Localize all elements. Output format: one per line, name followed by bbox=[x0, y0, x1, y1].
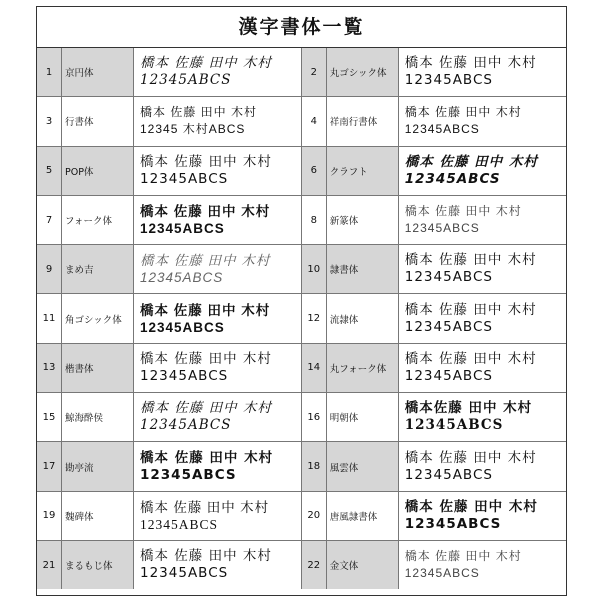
font-sample bbox=[134, 294, 302, 343]
sample-names-line: 橋本 佐藤 田中 木村 bbox=[404, 301, 537, 318]
sample-alnum-line: 12345ABCS bbox=[404, 367, 493, 384]
sample-names-line: 橋本 佐藤 田中 木村 bbox=[404, 204, 522, 219]
font-number: 16 bbox=[301, 393, 326, 442]
font-sample bbox=[398, 97, 566, 146]
font-sample bbox=[134, 195, 302, 244]
sample-alnum-line: 12345ABCS bbox=[140, 417, 232, 434]
sample-alnum-line: 12345ABCS bbox=[140, 170, 229, 187]
font-list-sheet bbox=[36, 6, 567, 596]
sample-names-line: 橋本 佐藤 田中 木村 bbox=[140, 400, 272, 417]
font-name: 行書体 bbox=[62, 97, 134, 146]
sample-alnum-line: 12345ABCS bbox=[140, 221, 225, 237]
sample-names-line: 橋本 佐藤 田中 木村 bbox=[404, 252, 537, 269]
sample-alnum-line: 12345ABCS bbox=[140, 466, 237, 483]
font-number: 8 bbox=[301, 195, 326, 244]
sample-alnum-line: 12345ABCS bbox=[140, 516, 219, 532]
font-number: 9 bbox=[37, 245, 62, 294]
font-number: 17 bbox=[37, 442, 62, 491]
font-name: 京円体 bbox=[62, 48, 134, 97]
font-name: 祥南行書体 bbox=[326, 97, 398, 146]
table-row bbox=[37, 294, 566, 343]
font-name: まめ吉 bbox=[62, 245, 134, 294]
font-sample bbox=[134, 97, 302, 146]
font-name: クラフト bbox=[326, 146, 398, 195]
font-name: 魏碑体 bbox=[62, 491, 134, 540]
page-title: 漢字書体一覧 bbox=[37, 7, 566, 48]
sample-names-line: 橋本佐藤 田中 木村 bbox=[404, 400, 533, 417]
sample-names-line: 橋本 佐藤 田中 木村 bbox=[140, 499, 270, 515]
sample-names-line: 橋本 佐藤 田中 木村 bbox=[140, 55, 272, 72]
table-row bbox=[37, 343, 566, 392]
font-number: 13 bbox=[37, 343, 62, 392]
table-row bbox=[37, 48, 566, 97]
font-number: 6 bbox=[301, 146, 326, 195]
sample-names-line: 橋本 佐藤 田中 木村 bbox=[140, 105, 258, 120]
font-table bbox=[37, 48, 566, 589]
sample-names-line: 橋本 佐藤 田中 木村 bbox=[404, 55, 537, 72]
font-name: 角ゴシック体 bbox=[62, 294, 134, 343]
sample-names-line: 橋本 佐藤 田中 木村 bbox=[404, 498, 538, 515]
sample-names-line: 橋本 佐藤 田中 木村 bbox=[140, 350, 272, 367]
sample-names-line: 橋本 佐藤 田中 木村 bbox=[140, 449, 274, 466]
sample-names-line: 橋本 佐藤 田中 木村 bbox=[404, 153, 538, 170]
font-sample bbox=[398, 245, 566, 294]
font-name: 流隷体 bbox=[326, 294, 398, 343]
sample-alnum-line: 12345ABCS bbox=[140, 270, 224, 286]
sample-alnum-line: 12345ABCS bbox=[404, 318, 493, 335]
font-number: 14 bbox=[301, 343, 326, 392]
font-number: 18 bbox=[301, 442, 326, 491]
sample-alnum-line: 12345ABCS bbox=[404, 566, 480, 581]
sample-alnum-line: 12345ABCS bbox=[140, 565, 229, 582]
table-row bbox=[37, 245, 566, 294]
table-row bbox=[37, 540, 566, 589]
font-sample bbox=[134, 343, 302, 392]
font-sample bbox=[134, 393, 302, 442]
font-number: 2 bbox=[301, 48, 326, 97]
font-number: 10 bbox=[301, 245, 326, 294]
font-name: 唐風隷書体 bbox=[326, 491, 398, 540]
sample-names-line: 橋本 佐藤 田中 木村 bbox=[140, 253, 271, 269]
font-sample bbox=[134, 48, 302, 97]
sample-names-line: 橋本 佐藤 田中 木村 bbox=[140, 153, 272, 170]
font-sample bbox=[398, 195, 566, 244]
font-number: 11 bbox=[37, 294, 62, 343]
font-name: 風雲体 bbox=[326, 442, 398, 491]
font-number: 5 bbox=[37, 146, 62, 195]
sample-alnum-line: 12345ABCS bbox=[404, 466, 493, 483]
font-sample bbox=[398, 393, 566, 442]
sample-alnum-line: 12345ABCS bbox=[404, 269, 493, 286]
sample-names-line: 橋本 佐藤 田中 木村 bbox=[404, 449, 537, 466]
sample-names-line: 橋本 佐藤 田中 木村 bbox=[140, 548, 272, 565]
sample-alnum-line: 12345ABCS bbox=[140, 319, 225, 335]
font-sample bbox=[398, 540, 566, 589]
font-name: 新篆体 bbox=[326, 195, 398, 244]
font-sample bbox=[398, 294, 566, 343]
font-sample bbox=[398, 343, 566, 392]
table-row bbox=[37, 195, 566, 244]
font-name: まるもじ体 bbox=[62, 540, 134, 589]
font-number: 20 bbox=[301, 491, 326, 540]
font-sample bbox=[398, 48, 566, 97]
font-sample bbox=[134, 442, 302, 491]
sample-alnum-line: 12345ABCS bbox=[404, 122, 480, 137]
font-name: 楷書体 bbox=[62, 343, 134, 392]
font-name: 明朝体 bbox=[326, 393, 398, 442]
font-name: POP体 bbox=[62, 146, 134, 195]
font-number: 12 bbox=[301, 294, 326, 343]
sample-alnum-line: 12345ABCS bbox=[404, 221, 480, 236]
sample-names-line: 橋本 佐藤 田中 木村 bbox=[140, 204, 271, 220]
font-sample bbox=[134, 540, 302, 589]
font-name: 金文体 bbox=[326, 540, 398, 589]
font-sample bbox=[398, 442, 566, 491]
sample-alnum-line: 12345ABCS bbox=[404, 417, 504, 434]
font-number: 21 bbox=[37, 540, 62, 589]
sample-alnum-line: 12345ABCS bbox=[140, 72, 232, 89]
font-sample bbox=[134, 491, 302, 540]
sample-names-line: 橋本 佐藤 田中 木村 bbox=[404, 549, 522, 564]
font-sample bbox=[134, 146, 302, 195]
table-row bbox=[37, 97, 566, 146]
table-row bbox=[37, 393, 566, 442]
font-sample bbox=[398, 146, 566, 195]
sample-alnum-line: 12345 木村ABCS bbox=[140, 122, 246, 137]
font-number: 15 bbox=[37, 393, 62, 442]
font-number: 3 bbox=[37, 97, 62, 146]
table-row bbox=[37, 491, 566, 540]
sample-names-line: 橋本 佐藤 田中 木村 bbox=[404, 105, 522, 120]
font-number: 1 bbox=[37, 48, 62, 97]
font-number: 7 bbox=[37, 195, 62, 244]
font-name: 丸フォーク体 bbox=[326, 343, 398, 392]
font-number: 19 bbox=[37, 491, 62, 540]
font-name: 隷書体 bbox=[326, 245, 398, 294]
font-number: 4 bbox=[301, 97, 326, 146]
sample-alnum-line: 12345ABCS bbox=[404, 170, 501, 187]
table-row bbox=[37, 146, 566, 195]
sample-names-line: 橋本 佐藤 田中 木村 bbox=[140, 302, 271, 318]
sample-alnum-line: 12345ABCS bbox=[404, 515, 502, 532]
sample-alnum-line: 12345ABCS bbox=[140, 367, 229, 384]
font-name: フォーク体 bbox=[62, 195, 134, 244]
font-name: 丸ゴシック体 bbox=[326, 48, 398, 97]
font-sample bbox=[134, 245, 302, 294]
font-name: 鯨海酔侯 bbox=[62, 393, 134, 442]
font-number: 22 bbox=[301, 540, 326, 589]
table-row bbox=[37, 442, 566, 491]
sample-alnum-line: 12345ABCS bbox=[404, 72, 493, 89]
font-name: 勘亭流 bbox=[62, 442, 134, 491]
sample-names-line: 橋本 佐藤 田中 木村 bbox=[404, 350, 537, 367]
font-sample bbox=[398, 491, 566, 540]
